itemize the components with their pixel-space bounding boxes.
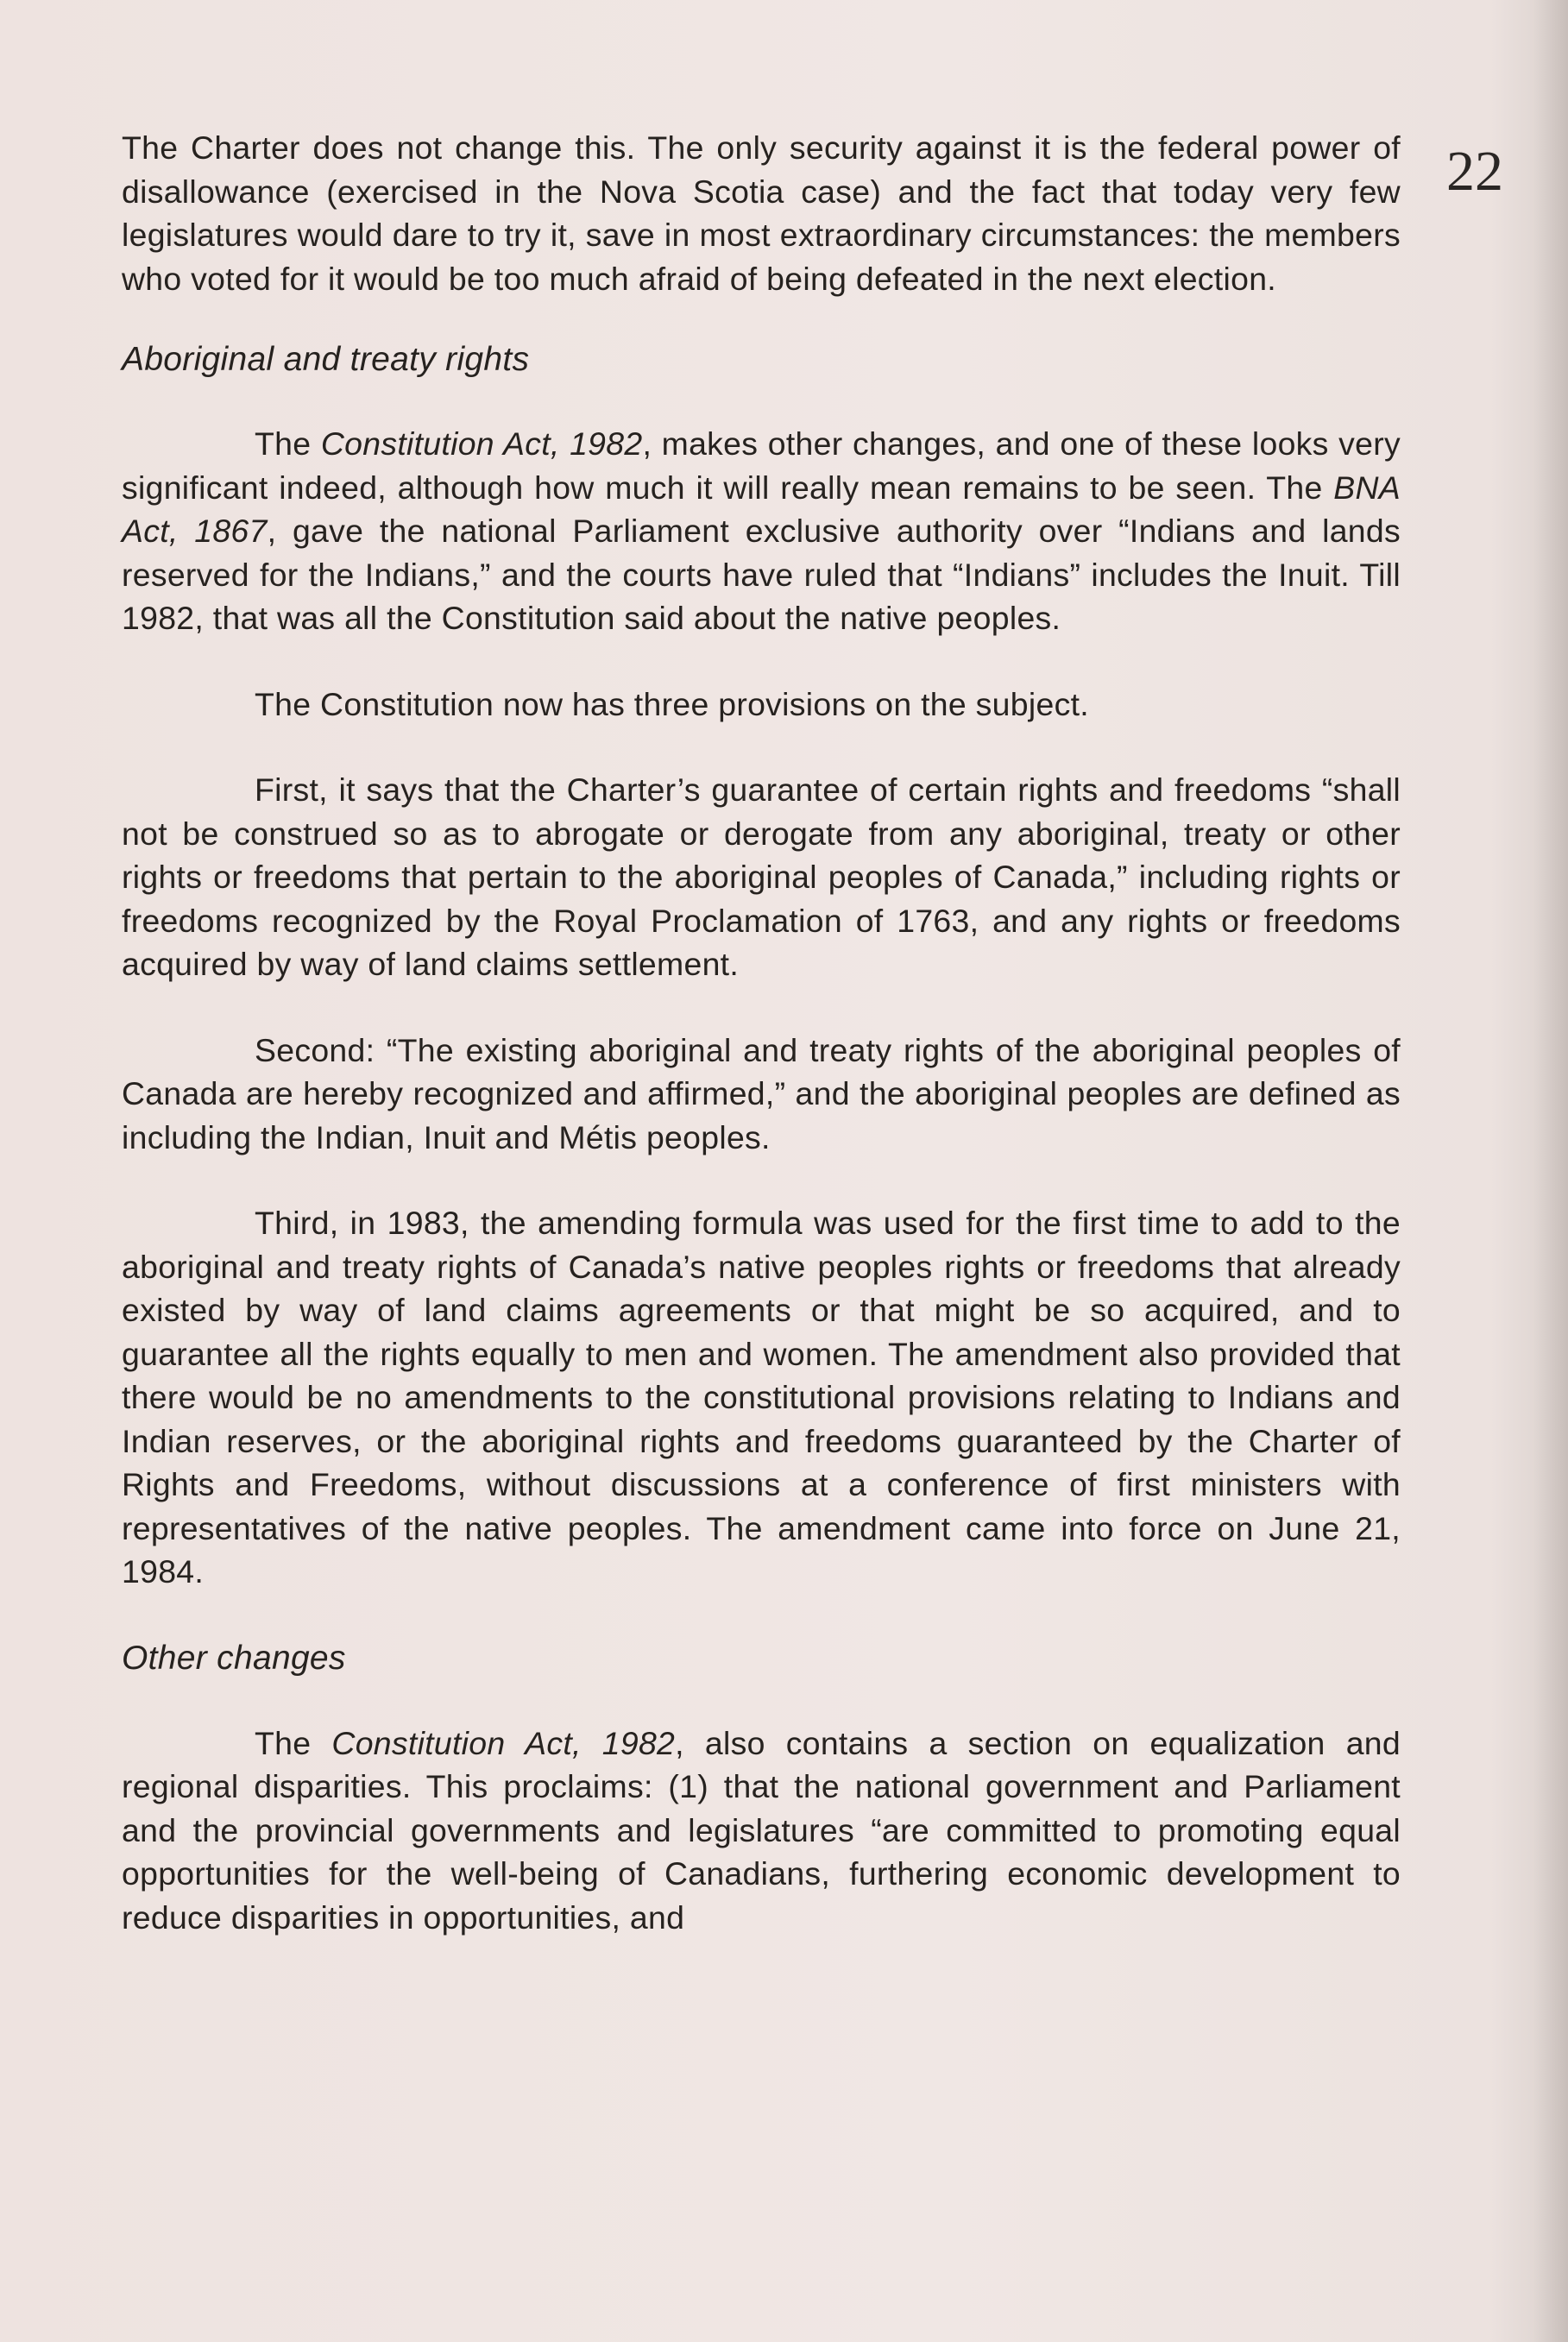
paragraph-three-provisions: The Constitution now has three provisions on the subject. (255, 685, 1089, 722)
act-title: Constitution Act, 1982 (320, 425, 643, 462)
paragraph-constitution-act-changes (122, 422, 1401, 640)
act-title: BNA Act, 1867 (122, 469, 1401, 549)
section-heading-other-changes: Other changes (122, 1639, 346, 1677)
paragraph-first-provision: First, it says that the Charter’s guarantee of certain rights and freedoms “shall not be construed so as to abrogate or derogate from any aboriginal, treaty or other rights or freedoms that pertain to the aboriginal peoples of Canada,” including rights or freedoms recognized by the Royal Proclamation of 1763, and any rights or freedoms acquired by way of land claims settlement. (122, 771, 1401, 982)
text-span: , makes other changes, and one of these looks very significant indeed, although how much it will really mean remains to be seen. The (122, 425, 1401, 506)
paragraph-charter-disallowance: The Charter does not change this. The only security against it is the federal power of disallowance (exercised in the Nova Scotia case) and the fact that today very few legislatures would dare to try it, save in most extraordinary circumstances: the members who voted for it would be too much afraid of being defeated in the next election. (122, 129, 1401, 297)
text-span: The (255, 425, 321, 462)
act-title: Constitution Act, 1982 (331, 1724, 676, 1761)
text-span: , also contains a section on equalization and regional disparities. This proclaims: (1) that the national government and Parliament and the provincial governments and legislatures “are committed to promoting equal opportunities for the well-being of Canadians, furthering economic development to reduce disparities in opportunities, and (122, 1724, 1401, 1936)
paragraph-second-provision: Second: “The existing aboriginal and treaty rights of the aboriginal peoples of Canada are hereby recognized and affirmed,” and the aboriginal peoples are defined as including the Indian, Inuit and Métis peoples. (122, 1031, 1401, 1155)
section-heading-aboriginal: Aboriginal and treaty rights (122, 341, 530, 378)
page-number: 22 (1446, 140, 1503, 203)
text-span: , gave the national Parliament exclusive authority over “Indians and lands reserved for the Indians,” and the courts have ruled that “Indians” includes the Inuit. Till 1982, that was all the Constitution said about the native peoples. (122, 513, 1401, 636)
text-span: The (255, 1724, 332, 1761)
page-edge-shadow (1533, 0, 1568, 2342)
paragraph-third-provision: Third, in 1983, the amending formula was used for the first time to add to the aboriginal and treaty rights of Canada’s native peoples rights or freedoms that already existed by way of land claims agreements or that might be so acquired, and to guarantee all the rights equally to men and women. The amendment also provided that there would be no amendments to the constitutional provisions relating to Indians and Indian reserves, or the aboriginal rights and freedoms guaranteed by the Charter of Rights and Freedoms, without discussions at a conference of first ministers with representatives of the native peoples. The amendment came into force on June 21, 1984. (122, 1205, 1401, 1590)
text-column (122, 126, 1401, 1939)
paragraph-equalization (122, 1722, 1401, 1940)
